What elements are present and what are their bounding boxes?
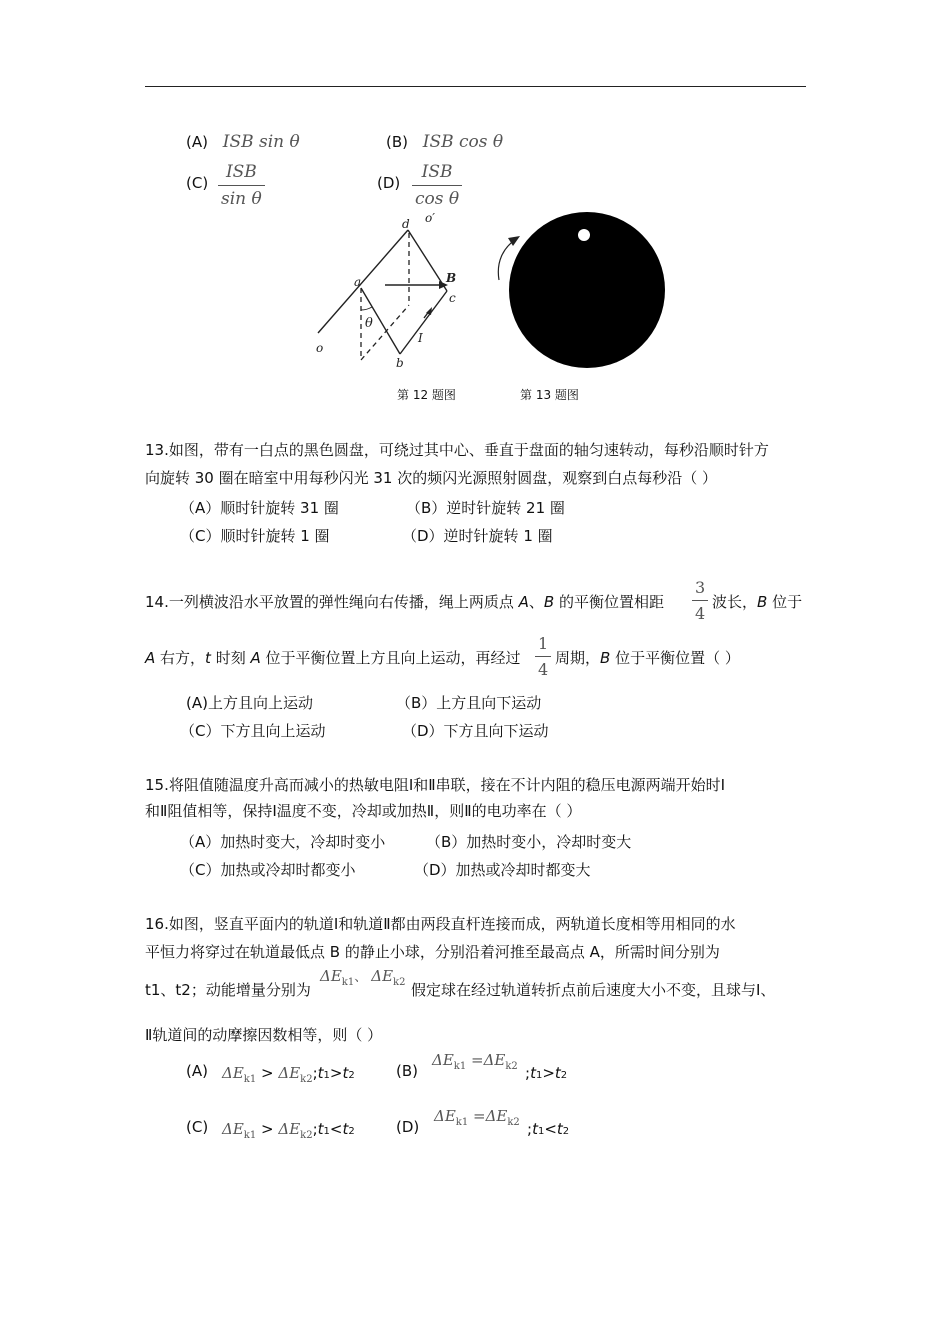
fig12-label-b: b xyxy=(396,356,404,370)
q16-option-d-label: (D) xyxy=(396,1118,420,1136)
q14-fraction-3-4: 3 4 xyxy=(692,578,708,623)
fig12-label-B: B xyxy=(446,271,457,285)
q12-option-c-label: (C) xyxy=(186,174,209,192)
fig12-label-I: I xyxy=(418,331,423,345)
q15-option-d: （D）加热或冷却时都变大 xyxy=(414,861,591,879)
q14-option-a: (A)上方且向上运动 xyxy=(186,694,313,712)
q16-option-d-time: ;t1<t2 xyxy=(527,1120,570,1138)
q16-option-b-time: ;t1>t2 xyxy=(525,1064,568,1082)
q15-option-b: （B）加热时变小，冷却时变大 xyxy=(426,833,632,851)
q14-option-d: （D）下方且向下运动 xyxy=(402,722,549,740)
fig12-label-d: d xyxy=(402,217,410,231)
fig12-edge-bc xyxy=(400,291,447,354)
q13-option-b: （B）逆时针旋转 21 圈 xyxy=(406,499,565,517)
fig12-label-o: o xyxy=(316,341,324,355)
fig12-theta-arc xyxy=(361,307,372,310)
q12-option-b: (B) ISB cos θ xyxy=(386,132,504,152)
q12-option-a: (A) ISB sin θ xyxy=(186,132,300,152)
q12-option-a-math: ISB sin θ xyxy=(222,132,300,152)
q16-option-c-label: (C) xyxy=(186,1118,209,1136)
q16-line-4: Ⅱ轨道间的动摩擦因数相等，则（ ） xyxy=(145,1026,383,1044)
figure-12 xyxy=(0,0,950,420)
fig12-edge-dc xyxy=(408,230,447,291)
caption-fig12: 第 12 题图 xyxy=(397,388,456,402)
fig12-axis-line xyxy=(318,230,408,333)
q14-line-1: 14.一列横波沿水平放置的弹性绳向右传播，绳上两质点 A、B 的平衡位置相距 xyxy=(145,593,664,611)
q13-option-d: （D）逆时针旋转 1 圈 xyxy=(402,527,553,545)
fig12-label-o-prime: o′ xyxy=(425,211,435,225)
q14-line-1-tail: 波长，B 位于 xyxy=(712,593,803,611)
q15-option-c: （C）加热或冷却时都变小 xyxy=(180,861,356,879)
q12-option-b-math: ISB cos θ xyxy=(422,132,504,152)
q16-option-b-label: (B) xyxy=(396,1062,418,1080)
q14-option-c: （C）下方且向上运动 xyxy=(180,722,326,740)
q13-line-1: 13.如图，带有一白点的黑色圆盘，可绕过其中心、垂直于盘面的轴匀速转动，每秒沿顺时针方 xyxy=(145,441,769,459)
q14-fraction-1-4: 1 4 xyxy=(535,634,551,679)
fig12-label-a: a xyxy=(354,275,362,289)
q15-line-1: 15.将阻值随温度升高而减小的热敏电阻Ⅰ和Ⅱ串联，接在不计内阻的稳压电源两端开始时Ⅰ xyxy=(145,776,726,794)
q16-line-1: 16.如图，竖直平面内的轨道Ⅰ和轨道Ⅱ都由两段直杆连接而成，两轨道长度相等用相同的水 xyxy=(145,915,736,933)
q13-line-2: 向旋转 30 圈在暗室中用每秒闪光 31 次的频闪光源照射圆盘，观察到白点每秒沿（ ） xyxy=(145,469,718,487)
q16-option-b-expr-top: $\Delta E_{k1} =\Delta E_{k2}$ xyxy=(432,1051,518,1072)
caption-fig13: 第 13 题图 xyxy=(520,388,579,402)
q15-line-2: 和Ⅱ阻值相等，保持Ⅰ温度不变，冷却或加热Ⅱ，则Ⅱ的电功率在（ ） xyxy=(145,802,582,820)
q14-line-2-tail: 周期，B 位于平衡位置（ ） xyxy=(555,649,740,667)
q13-option-c: （C）顺时针旋转 1 圈 xyxy=(180,527,330,545)
q14-option-b: （B）上方且向下运动 xyxy=(396,694,542,712)
q16-option-a-expr: $\Delta E_{k1}$ > $\Delta E_{k2};t1>t2$ xyxy=(222,1064,355,1085)
q16-line-2: 平恒力将穿过在轨道最低点 B 的静止小球，分别沿着河推至最高点 A，所需时间分别为 xyxy=(145,943,720,961)
q16-delta-ek-pair: $\Delta E_{k1}$、 $\Delta E_{k2}$ xyxy=(320,967,406,988)
q16-option-c-expr: $\Delta E_{k1}$ > $\Delta E_{k2};t1<t2$ xyxy=(222,1120,355,1141)
fig12-label-c: c xyxy=(449,291,456,305)
fig13-white-dot xyxy=(578,229,590,241)
q13-option-a: （A）顺时针旋转 31 圈 xyxy=(180,499,339,517)
fig12-label-theta: θ xyxy=(365,316,373,331)
q16-line-3-tail: 假定球在经过轨道转折点前后速度大小不变，且球与Ⅰ、 xyxy=(411,981,776,999)
q12-option-d-fraction: ISB cos θ xyxy=(412,162,462,209)
q16-line-3: t1、t2；动能增量分别为 xyxy=(145,981,311,999)
q12-option-c-fraction: ISB sin θ xyxy=(218,162,265,209)
q15-option-a: （A）加热时变大，冷却时变小 xyxy=(180,833,386,851)
q12-option-d-label: (D) xyxy=(377,174,401,192)
q16-option-d-expr-top: $\Delta E_{k1} =\Delta E_{k2}$ xyxy=(434,1107,520,1128)
q14-line-2: A 右方，t 时刻 A 位于平衡位置上方且向上运动，再经过 xyxy=(145,649,521,667)
q16-option-a-label: (A) xyxy=(186,1062,208,1080)
